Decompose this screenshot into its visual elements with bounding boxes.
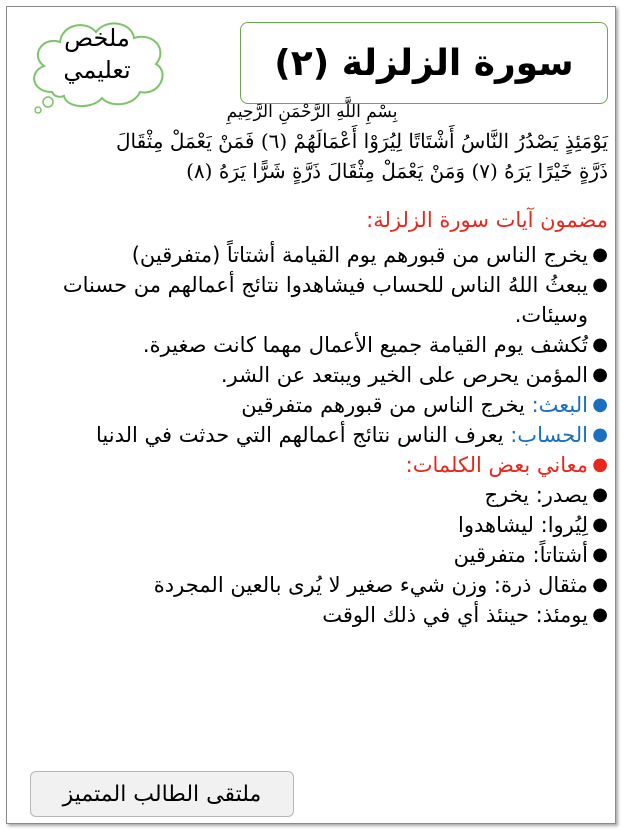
definition-term: الحساب: bbox=[510, 423, 588, 447]
list-item: ● يصدر: يخرج bbox=[22, 480, 614, 510]
definition-item: ● البعث: يخرج الناس من قبورهم متفرقين bbox=[22, 390, 614, 420]
list-item: ● المؤمن يحرص على الخير ويبتعد عن الشر. bbox=[22, 360, 614, 390]
meanings-heading: ● معاني بعض الكلمات: bbox=[22, 450, 614, 480]
list-item: ● أشتاتاً: متفرقين bbox=[22, 540, 614, 570]
verse-line: ذَرَّةٍ خَيْرًا يَرَهُ (٧) وَمَنْ يَعْمَلْ مِثْقَالَ ذَرَّةٍ شَرًّا يَرَهُ (٨) bbox=[186, 159, 608, 183]
bullet-icon: ● bbox=[592, 424, 608, 445]
bullet-icon: ● bbox=[592, 274, 608, 295]
bullet-icon: ● bbox=[592, 514, 608, 535]
bullet-icon: ● bbox=[592, 364, 608, 385]
bullet-icon: ● bbox=[592, 604, 608, 625]
bullet-icon: ● bbox=[592, 454, 608, 475]
list-item: ● يومئذ: حينئذ أي في ذلك الوقت bbox=[22, 600, 614, 630]
list-item: ● لِيُروا: ليشاهدوا bbox=[22, 510, 614, 540]
bullet-icon: ● bbox=[592, 334, 608, 355]
badge-line-1: ملخص bbox=[64, 24, 130, 52]
basmala: بِسْمِ اللَّهِ الرَّحْمَنِ الرَّحِيمِ bbox=[226, 102, 398, 122]
list-item: ● يبعثُ اللهُ الناس للحساب فيشاهدوا نتائج أعمالهم من حسنات وسيئات. bbox=[22, 270, 614, 330]
quran-verses bbox=[14, 126, 608, 186]
bullet-icon: ● bbox=[592, 484, 608, 505]
bullet-icon: ● bbox=[592, 574, 608, 595]
page-title: سورة الزلزلة (٢) bbox=[240, 22, 608, 104]
content-list bbox=[22, 240, 614, 630]
definition-item: ● الحساب: يعرف الناس نتائج أعمالهم التي حدثت في الدنيا bbox=[22, 420, 614, 450]
badge-line-2: تعليمي bbox=[63, 56, 131, 84]
bullet-icon: ● bbox=[592, 544, 608, 565]
bullet-icon: ● bbox=[592, 394, 608, 415]
verse-line: يَوْمَئِذٍ يَصْدُرُ النَّاسُ أَشْتَاتًا لِيُرَوْا أَعْمَالَهُمْ (٦) فَمَنْ يَعْمَلْ مِثْقَالَ bbox=[116, 129, 608, 153]
list-item: ● يخرج الناس من قبورهم يوم القيامة أشتاتاً (متفرقين) bbox=[22, 240, 614, 270]
footer-button[interactable]: ملتقى الطالب المتميز bbox=[30, 771, 294, 817]
definition-term: البعث: bbox=[531, 393, 588, 417]
summary-badge bbox=[22, 22, 172, 86]
list-item: ● مثقال ذرة: وزن شيء صغير لا يُرى بالعين المجردة bbox=[22, 570, 614, 600]
list-item: ● تُكشف يوم القيامة جميع الأعمال مهما كانت صغيرة. bbox=[22, 330, 614, 360]
content-heading: مضمون آيات سورة الزلزلة: bbox=[366, 208, 608, 232]
bullet-icon: ● bbox=[592, 244, 608, 265]
